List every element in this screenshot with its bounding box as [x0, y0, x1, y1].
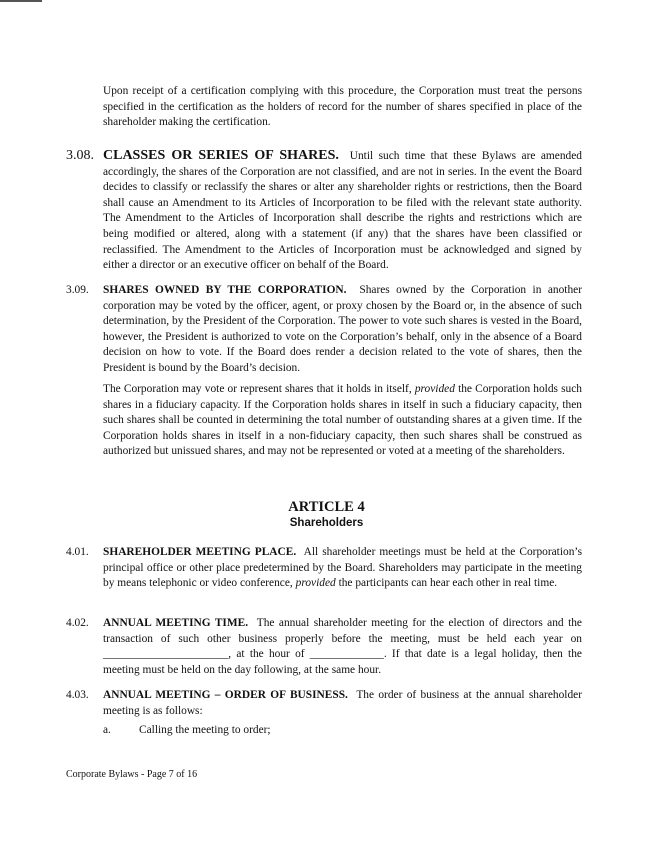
section-text: The order of business at the annual shareholder meeting is as follows: [103, 689, 582, 717]
provided-italic: provided [414, 383, 455, 395]
section-text: All shareholder meetings must be held at the Corporation’s principal office or other place predetermined by the Board. Shareholders may participate in the meeting by means telephonic or video conference, [103, 546, 582, 590]
intro-paragraph: Upon receipt of a certification complying with this procedure, the Corporation must treat the persons specified in the certification as the holders of record for the number of shares specified in place of the shareholder making the certification. [103, 85, 582, 129]
section-number: 3.09. [66, 284, 89, 296]
section-title: ANNUAL MEETING – ORDER OF BUSINESS. [103, 689, 348, 701]
paragraph-text: the Corporation holds such shares in a fiduciary capacity. If the Corporation holds shares in itself in such a fiduciary capacity, then such shares shall be counted in determining the total number of outstanding shares at a given time. If the Corporation holds shares in itself in a non-fiduciary capacity, then such shares shall be construed as authorized but unissued shares, and may not be represented or voted at a meeting of the shareholders. [103, 383, 582, 458]
section-number: 4.01. [66, 546, 89, 558]
section-4-01 [66, 545, 582, 592]
section-number: 3.08. [66, 148, 94, 163]
page-footer: Corporate Bylaws - Page 7 of 16 [66, 769, 198, 780]
section-text: Until such time that these Bylaws are amended accordingly, the shares of the Corporation are not classified, and are not in series. In the event the Board decides to classify or reclassify the shares or alter any shareholder rights or restrictions, then the Board shall cause an Amendment to its Articles of Incorporation to be filed with the relevant state authority. The Amendment to the Articles of Incorporation shall describe the rights and restrictions which are being modified or altered, along with a statement (if any) that the shares have been classified or reclassified. The Amendment to the Articles of Incorporation must be acknowledged and signed by either a director or an executive officer on behalf of the Board. [103, 150, 582, 272]
article-subtitle: Shareholders [289, 517, 364, 529]
section-body [103, 545, 582, 592]
section-text: . If that date is a legal holiday, then the meeting must be held on the day following, at the same hour. [103, 648, 582, 676]
list-item-text: Calling the meeting to order; [139, 724, 271, 736]
section-title: SHARES OWNED BY THE CORPORATION. [103, 284, 347, 296]
section-number: 4.02. [66, 617, 89, 629]
section-4-03 [66, 688, 582, 719]
list-item [103, 723, 271, 738]
provided-italic: provided [295, 577, 336, 590]
section-4-02 [66, 616, 582, 678]
section-number: 4.03. [66, 689, 89, 701]
section-3-09-paragraph-2 [103, 382, 582, 460]
section-body [103, 616, 582, 678]
section-text: the participants can hear each other in real time. [338, 577, 558, 590]
section-text: , at the hour of [228, 648, 305, 661]
section-body [103, 148, 582, 274]
section-body [103, 688, 582, 719]
section-3-09 [66, 283, 582, 377]
hour-blank-line[interactable]: _____________ [309, 648, 384, 661]
section-text: Shares owned by the Corporation in another corporation may be voted by the officer, agent, or proxy chosen by the Board or, in the absence of such determination, by the President of the Corporation. The power to vote such shares is vested in the Board, however, the President is authorized to vote on the Corporation’s behalf, only in the absence of a Board decision on how to vote. If the Board does render a decision related to the vote of shares, then the President is bound by the Board’s decision. [103, 284, 582, 374]
paragraph-text: The Corporation may vote or represent shares that it holds in itself, [103, 383, 412, 395]
section-body [103, 283, 582, 377]
section-title: SHAREHOLDER MEETING PLACE. [103, 546, 297, 558]
date-blank-line[interactable]: ______________________ [103, 648, 229, 661]
list-marker: a. [103, 724, 111, 736]
article-heading [0, 498, 653, 530]
section-title: ANNUAL MEETING TIME. [103, 617, 249, 629]
article-title: ARTICLE 4 [288, 499, 365, 515]
section-title: CLASSES OR SERIES OF SHARES. [103, 148, 339, 163]
section-3-08 [66, 148, 582, 274]
scan-corner-mark [0, 0, 42, 2]
section-text: The annual shareholder meeting for the election of directors and the transaction of such other business properly before the meeting, must be held each year on [103, 617, 582, 645]
